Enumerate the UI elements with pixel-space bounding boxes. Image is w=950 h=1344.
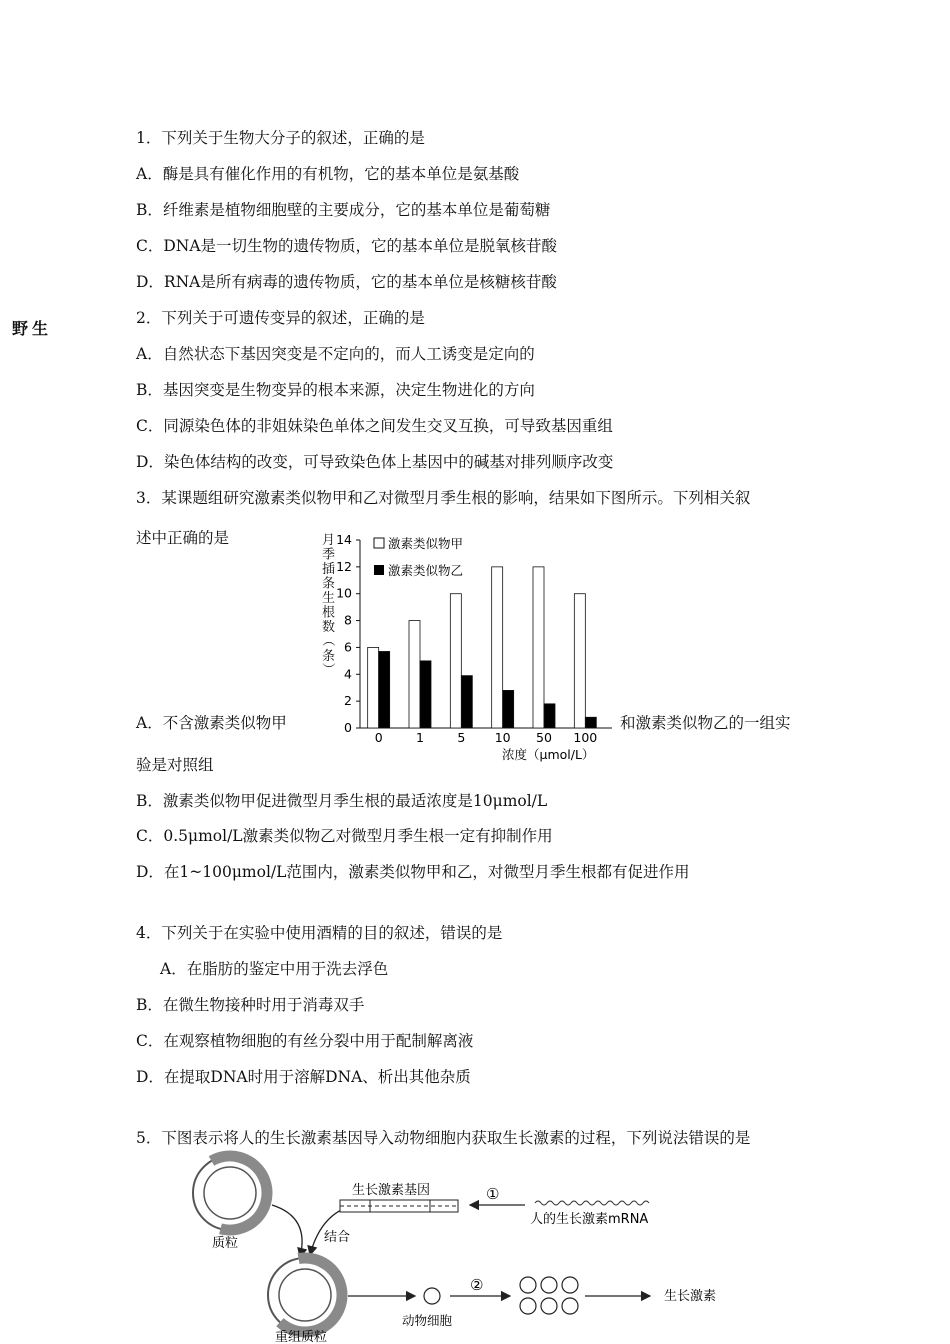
legend-label-a: 激素类似物甲 (388, 536, 464, 551)
dividing-cells-icon (520, 1277, 578, 1314)
growth-hormone-label: 生长激素 (664, 1289, 717, 1304)
mrna-label: 人的生长激素mRNA (530, 1212, 649, 1227)
plasmid-icon (180, 1145, 281, 1244)
chart-xlabel: 浓度（μmol/L） (502, 747, 595, 762)
x-tick-label: 100 (573, 730, 598, 745)
legend-swatch-b (374, 565, 384, 575)
y-tick-label: 10 (336, 585, 352, 601)
q4-option-a: A．在脂肪的鉴定中用于洗去浮色 (160, 960, 389, 978)
q1-option-b: B．纤维素是植物细胞壁的主要成分，它的基本单位是葡萄糖 (136, 201, 551, 219)
x-tick-label: 5 (457, 730, 466, 745)
q4-option-c: C．在观察植物细胞的有丝分裂中用于配制解离液 (136, 1032, 474, 1050)
bar-series-b (503, 690, 514, 728)
combine-label: 结合 (324, 1230, 351, 1245)
q1-option-a: A．酶是具有催化作用的有机物，它的基本单位是氨基酸 (136, 165, 520, 183)
x-tick-label: 0 (374, 730, 383, 745)
q3-stem-line2: 述中正确的是 (136, 529, 230, 547)
q2-option-c: C．同源染色体的非姐妹染色单体之间发生交叉互换，可导致基因重组 (136, 417, 613, 435)
q2-stem: 2．下列关于可遗传变异的叙述，正确的是 (136, 309, 425, 327)
bar-series-a (409, 621, 420, 728)
bar-series-b (379, 651, 390, 728)
q3-option-a-part2: 和激素类似物乙的一组实 (620, 714, 791, 732)
q1-stem: 1．下列关于生物大分子的叙述，正确的是 (136, 129, 425, 147)
q3-option-b: B．激素类似物甲促进微型月季生根的最适浓度是10μmol/L (136, 792, 548, 810)
q4-option-b: B．在微生物接种时用于消毒双手 (136, 996, 365, 1014)
ylabel-char: 季 (322, 547, 336, 563)
y-tick-label: 12 (336, 558, 352, 574)
animal-cell-icon (424, 1288, 440, 1304)
q2-option-a: A．自然状态下基因突变是不定向的，而人工诱变是定向的 (136, 345, 535, 363)
q1-option-d: D．RNA是所有病毒的遗传物质，它的基本单位是核糖核苷酸 (136, 273, 557, 291)
q4-stem: 4．下列关于在实验中使用酒精的目的叙述，错误的是 (136, 924, 503, 942)
bar-series-a (574, 594, 585, 728)
step-1-label: ① (486, 1185, 500, 1203)
ylabel-char: 根 (322, 605, 336, 621)
ylabel-char: 月 (322, 533, 336, 548)
y-tick-label: 2 (344, 693, 352, 709)
q3-option-a-part3: 验是对照组 (136, 756, 214, 774)
bar-series-b (585, 717, 596, 728)
rooting-bar-chart (316, 528, 616, 768)
q4-option-d: D．在提取DNA时用于溶解DNA、析出其他杂质 (136, 1068, 471, 1086)
ylabel-char: 条 (322, 649, 336, 664)
ylabel-char: 插 (322, 562, 336, 577)
mrna-wave (535, 1201, 649, 1205)
q3-stem-line1: 3．某课题组研究激素类似物甲和乙对微型月季生根的影响，结果如下图所示。下列相关叙 (136, 489, 751, 507)
y-tick-label: 6 (344, 639, 352, 655)
q3-option-d: D．在1~100μmol/L范围内，激素类似物甲和乙，对微型月季生根都有促进作用 (136, 863, 690, 881)
bar-series-a (368, 647, 379, 728)
bar-series-b (420, 661, 431, 728)
ylabel-char: 生 (322, 591, 336, 606)
recombinant-label: 重组质粒 (275, 1330, 328, 1344)
legend-label-b: 激素类似物乙 (388, 563, 464, 578)
q2-option-d: D．染色体结构的改变，可导致染色体上基因中的碱基对排列顺序改变 (136, 453, 614, 471)
y-tick-label: 0 (344, 720, 352, 735)
y-tick-label: 8 (344, 612, 352, 628)
bar-series-a (533, 567, 544, 728)
chart-ylabel (320, 533, 335, 676)
legend-swatch-a (374, 538, 384, 548)
recombinant-plasmid-icon (262, 1252, 348, 1338)
q3-option-a-part1: A．不含激素类似物甲 (136, 714, 287, 732)
q2-option-b: B．基因突变是生物变异的根本来源，决定生物进化的方向 (136, 381, 535, 399)
bar-series-b (544, 704, 555, 728)
step-2-label: ② (470, 1276, 484, 1294)
y-tick-label: 4 (344, 666, 352, 682)
animal-cell-label: 动物细胞 (402, 1313, 453, 1328)
ylabel-char: 条 (322, 576, 336, 592)
bar-series-a (492, 567, 503, 728)
ylabel-char: ） (320, 662, 335, 676)
q5-stem: 5．下图表示将人的生长激素基因导入动物细胞内获取生长激素的过程，下列说法错误的是 (136, 1129, 751, 1147)
q3-option-c: C．0.5μmol/L激素类似物乙对微型月季生根一定有抑制作用 (136, 827, 553, 845)
x-tick-label: 50 (536, 730, 552, 745)
x-tick-label: 10 (494, 730, 511, 745)
gene-label: 生长激素基因 (352, 1183, 431, 1198)
plasmid-label: 质粒 (212, 1236, 239, 1251)
y-tick-label: 14 (336, 532, 352, 547)
plasmid-to-recombinant-arrow (272, 1205, 302, 1257)
q1-option-c: C．DNA是一切生物的遗传物质，它的基本单位是脱氧核苷酸 (136, 237, 558, 255)
bar-series-a (450, 594, 461, 728)
ylabel-char: 数 (322, 620, 336, 635)
x-tick-label: 1 (416, 730, 424, 745)
side-label: 野生 (12, 319, 53, 338)
gene-segment (340, 1200, 458, 1212)
gene-transfer-diagram (180, 1145, 770, 1344)
bar-series-b (461, 676, 472, 728)
ylabel-char: （ (320, 633, 335, 647)
